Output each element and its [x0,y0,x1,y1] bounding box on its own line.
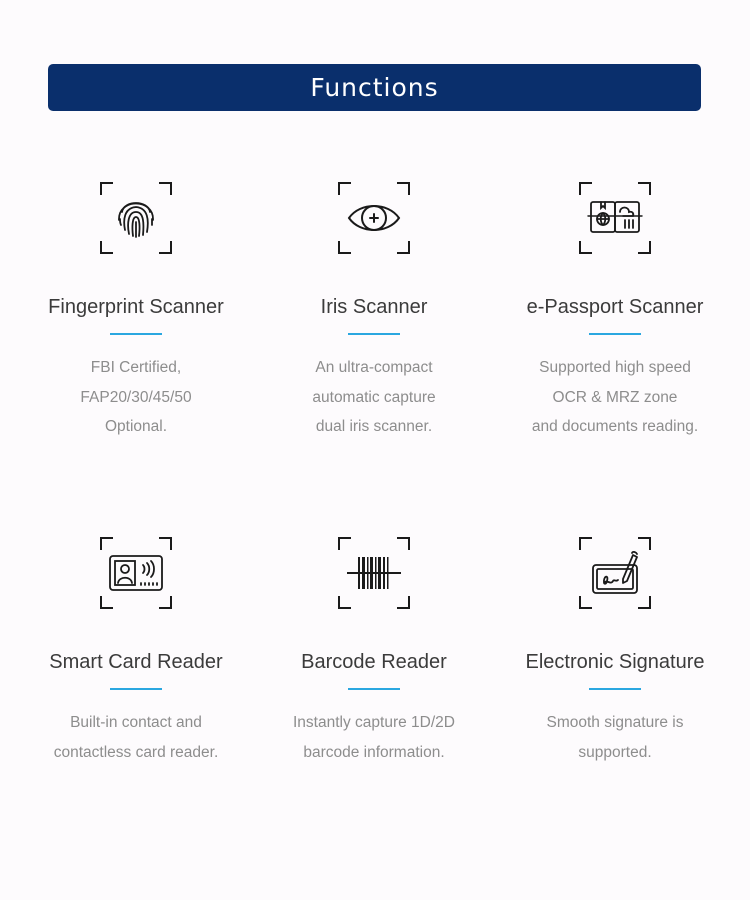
icon-frame [338,182,410,254]
feature-fingerprint-scanner [11,182,261,442]
icon-frame [579,537,651,609]
icon-frame [338,537,410,609]
feature-title: Electronic Signature [525,651,705,673]
feature-title: Iris Scanner [320,296,428,318]
feature-smart-card-reader [11,537,261,767]
icon-frame [100,182,172,254]
icon-frame [579,182,651,254]
id-card-icon [108,545,164,601]
feature-description: Built-in contact and contactless card reader. [53,714,219,761]
feature-description: Supported high speed OCR & MRZ zone and documents reading. [531,359,699,435]
barcode-icon [346,545,402,601]
feature-iris-scanner [249,182,499,442]
feature-barcode-reader [249,537,499,767]
feature-description: Smooth signature is supported. [546,714,684,761]
accent-divider [348,333,400,335]
feature-description: An ultra-compact automatic capture dual iris scanner. [312,359,436,435]
fingerprint-icon [108,190,164,246]
accent-divider [110,333,162,335]
feature-title: e-Passport Scanner [526,296,704,318]
functions-banner [48,64,701,111]
feature-description: FBI Certified, FAP20/30/45/50 Optional. [80,359,192,435]
accent-divider [589,688,641,690]
accent-divider [110,688,162,690]
eye-icon [346,190,402,246]
feature-title: Fingerprint Scanner [48,296,224,318]
banner-title: Functions [310,73,439,102]
feature-description: Instantly capture 1D/2D barcode information. [293,714,455,761]
feature-e-passport-scanner [490,182,740,442]
feature-title: Barcode Reader [301,651,447,673]
accent-divider [348,688,400,690]
feature-electronic-signature [490,537,740,767]
signature-pad-icon [587,545,643,601]
feature-title: Smart Card Reader [49,651,223,673]
accent-divider [589,333,641,335]
passport-icon [587,190,643,246]
icon-frame [100,537,172,609]
